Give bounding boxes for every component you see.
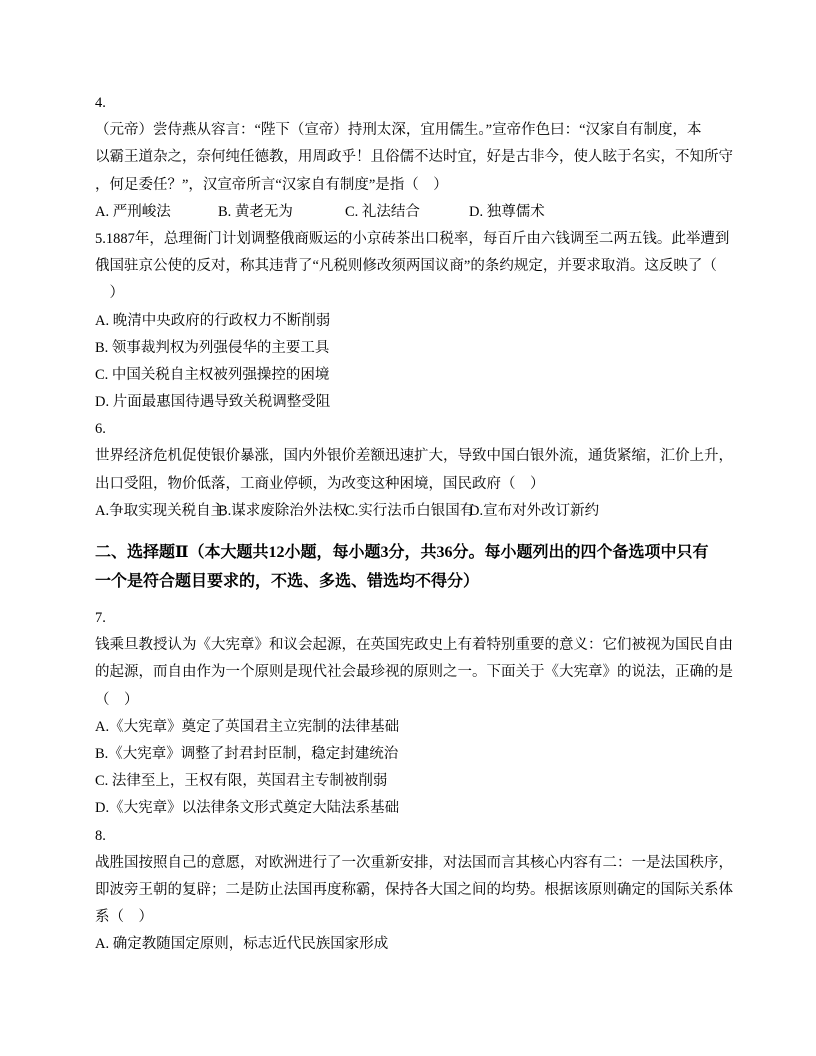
question-7-stem-line: （ ） xyxy=(95,691,139,708)
question-7-stem-line: 钱乘旦教授认为《大宪章》和议会起源，在英国宪政史上有着特别重要的意义：它们被视为国民自由 xyxy=(95,637,733,654)
question-8-stem-line: 即波旁王朝的复辟；二是防止法国再度称霸，保持各大国之间的均势。根据该原则确定的国际关系体 xyxy=(95,881,733,898)
question-6-option-b: B.谋求废除治外法权 xyxy=(218,502,348,519)
question-7-number: 7. xyxy=(95,610,106,626)
question-8-option-a: A. 确定教随国定原则，标志近代民族国家形成 xyxy=(95,936,389,953)
question-4-option-c: C. 礼法结合 xyxy=(345,203,420,220)
section-header-line: 二、选择题Ⅱ（本大题共12小题，每小题3分，共36分。每小题列出的四个备选项中只有 xyxy=(95,544,709,561)
question-7-option-c: C. 法律至上，王权有限，英国君主专制被削弱 xyxy=(95,773,388,790)
question-7-option-a: A.《大宪章》奠定了英国君主立宪制的法律基础 xyxy=(95,718,400,735)
question-4-option-d: D. 独尊儒术 xyxy=(469,203,545,220)
question-5-option-c: C. 中国关税自主权被列强操控的困境 xyxy=(95,366,330,383)
question-4-option-b: B. 黄老无为 xyxy=(218,203,293,220)
question-6-options-row xyxy=(95,498,720,525)
question-4-number: 4. xyxy=(95,95,106,111)
section-header-line: 一个是符合题目要求的，不选、多选、错选均不得分） xyxy=(95,573,480,590)
question-5-stem-line: 5.1887年，总理衙门计划调整俄商贩运的小京砖茶出口税率，每百斤由六钱调至二两五钱。此举遭到 xyxy=(95,230,730,247)
question-8-stem-line: 系（ ） xyxy=(95,909,153,926)
question-4-stem-line: 以霸王道杂之，奈何纯任德教，用周政乎！且俗儒不达时宜，好是古非今，使人眩于名实，不知所守 xyxy=(95,149,733,166)
question-6-stem-line: 世界经济危机促使银价暴涨，国内外银价差额迅速扩大，导致中国白银外流，通货紧缩，汇价上升， xyxy=(95,448,733,465)
question-4-stem-line: （元帝）尝侍燕从容言：“陛下（宣帝）持刑太深，宜用儒生。”宣帝作色曰：“汉家自有制度，本 xyxy=(95,122,702,139)
question-6-stem-line: 出口受阻，物价低落，工商业停顿，为改变这种困境，国民政府（ ） xyxy=(95,475,545,492)
question-8-number: 8. xyxy=(95,827,106,844)
question-8-stem-line: 战胜国按照自己的意愿，对欧洲进行了一次重新安排，对法国而言其核心内容有二：一是法国秩序， xyxy=(95,854,733,871)
question-5-option-a: A. 晚清中央政府的行政权力不断削弱 xyxy=(95,312,331,329)
question-7-option-b: B.《大宪章》调整了封君封臣制，稳定封建统治 xyxy=(95,745,399,762)
question-6-option-d: D.宣布对外改订新约 xyxy=(469,502,600,519)
question-6-option-a: A.争取实现关税自主 xyxy=(95,502,226,519)
question-5-option-b: B. 领事裁判权为列强侵华的主要工具 xyxy=(95,339,330,356)
question-7-stem-line: 的起源，而自由作为一个原则是现代社会最珍视的原则之一。下面关于《大宪章》的说法，正确的是 xyxy=(95,664,733,681)
question-5-stem-line: ） xyxy=(95,285,124,302)
question-4-option-a: A. 严刑峻法 xyxy=(95,203,171,220)
section-header xyxy=(95,538,720,596)
question-6-option-c: C.实行法币白银国有 xyxy=(345,502,475,519)
question-4-stem-line: ，何足委任？”，汉宣帝所言“汉家自有制度”是指（ ） xyxy=(95,176,448,193)
question-5-option-d: D. 片面最惠国待遇导致关税调整受阻 xyxy=(95,394,331,411)
question-5-stem-line: 俄国驻京公使的反对，称其违背了“凡税则修改须两国议商”的条约规定，并要求取消。这反映了（ xyxy=(95,258,717,275)
question-6-number: 6. xyxy=(95,421,106,438)
question-7-option-d: D.《大宪章》以法律条文形式奠定大陆法系基础 xyxy=(95,800,400,817)
question-4-options-row xyxy=(95,199,720,226)
